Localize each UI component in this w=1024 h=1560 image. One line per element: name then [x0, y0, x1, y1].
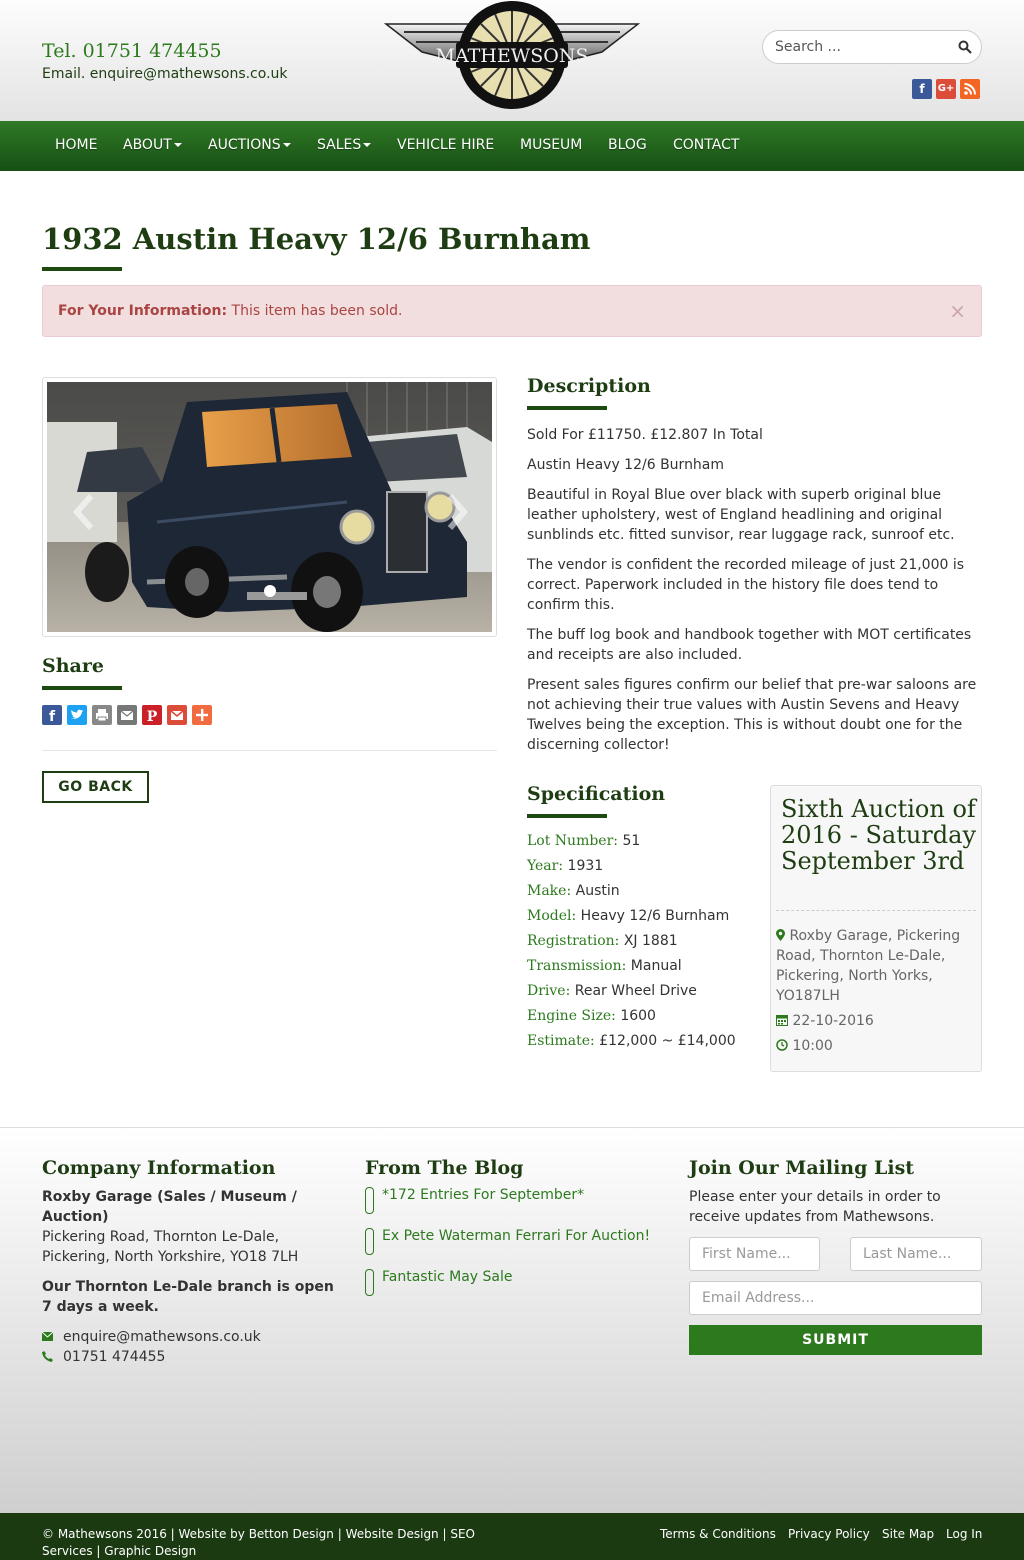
event-location [776, 926, 976, 1006]
blog-post-link[interactable]: Fantastic May Sale [365, 1269, 665, 1295]
event-time-text: 10:00 [792, 1038, 833, 1054]
go-back-button[interactable]: GO BACK [42, 771, 149, 803]
event-location-text: Roxby Garage, Pickering Road, Thornton Le-Dale, Pickering, North Yorks, YO187LH [776, 928, 961, 1004]
spec-value: 1931 [567, 858, 604, 874]
spec-label: Drive: [527, 983, 571, 999]
caret-down-icon [283, 143, 291, 147]
alert-message [58, 303, 402, 319]
footer-link-log-in[interactable]: Log In [946, 1527, 983, 1541]
event-date [776, 1011, 976, 1031]
caret-down-icon [363, 143, 371, 147]
more-icon[interactable] [192, 705, 212, 725]
vehicle-image-carousel[interactable] [42, 377, 497, 637]
nav-item-about[interactable] [123, 137, 182, 153]
carousel-indicator[interactable] [264, 585, 276, 597]
spec-label: Transmission: [527, 958, 627, 974]
main-navigation [0, 121, 1024, 171]
spec-label: Estimate: [527, 1033, 595, 1049]
footer-email-text[interactable]: enquire@mathewsons.co.uk [63, 1329, 261, 1345]
phone-icon [42, 1351, 53, 1362]
spec-value: XJ 1881 [623, 933, 678, 949]
facebook-icon[interactable] [42, 705, 62, 725]
search-box[interactable] [762, 30, 982, 64]
share-heading: Share [42, 655, 104, 677]
nav-item-auctions[interactable] [208, 137, 291, 153]
company-name: Roxby Garage (Sales / Museum / Auction) [42, 1189, 297, 1225]
last-name-field[interactable] [850, 1237, 982, 1271]
nav-item-label: CONTACT [673, 137, 740, 153]
svg-text:MATHEWSONS: MATHEWSONS [435, 45, 589, 67]
caret-down-icon [174, 143, 182, 147]
first-name-field[interactable] [689, 1237, 820, 1271]
close-icon[interactable]: × [949, 299, 966, 323]
spec-label: Year: [527, 858, 564, 874]
event-divider [776, 910, 976, 911]
spec-value: Heavy 12/6 Burnham [580, 908, 730, 924]
print-icon[interactable] [92, 705, 112, 725]
copyright-text[interactable]: © Mathewsons 2016 | Website by Betton Design | Website Design | SEO Services | Graphic Design [42, 1527, 475, 1558]
spec-value: 1600 [620, 1008, 656, 1024]
event-title[interactable]: Sixth Auction of 2016 - Saturday September 3rd [781, 795, 976, 875]
description-paragraph: Sold For £11750. £12.807 In Total [527, 427, 763, 443]
submit-button[interactable]: SUBMIT [689, 1325, 982, 1355]
spec-row [527, 958, 682, 974]
nav-item-label: ABOUT [123, 137, 172, 153]
nav-item-blog[interactable] [608, 137, 647, 153]
twitter-icon[interactable] [67, 705, 87, 725]
mailing-list-text: Please enter your details in order to receive updates from Mathewsons. [689, 1189, 941, 1225]
site-footer [0, 1127, 1024, 1513]
spec-label: Model: [527, 908, 577, 924]
svg-text:P: P [146, 709, 158, 725]
pinterest-icon[interactable] [142, 705, 162, 725]
carousel-next-icon[interactable] [442, 492, 472, 532]
event-time [776, 1036, 976, 1056]
spec-value: Manual [630, 958, 682, 974]
nav-item-label: VEHICLE HIRE [397, 137, 495, 153]
nav-item-home[interactable] [55, 137, 97, 153]
spec-row [527, 833, 640, 849]
spec-row [527, 858, 603, 874]
auction-event-card[interactable] [770, 785, 982, 1072]
mailing-list-heading: Join Our Mailing List [689, 1157, 915, 1179]
description-paragraph: The vendor is confident the recorded mileage of just 21,000 is correct. Paperwork included in the history file does tend to confirm this. [527, 557, 965, 613]
blog-post-link[interactable]: Ex Pete Waterman Ferrari For Auction! [365, 1228, 665, 1254]
company-address: Pickering Road, Thornton Le-Dale, Pickering, North Yorkshire, YO18 7LH [42, 1229, 299, 1265]
email-icon[interactable] [117, 705, 137, 725]
footer-link-terms-conditions[interactable]: Terms & Conditions [660, 1527, 776, 1541]
spec-row [527, 908, 729, 924]
event-date-text: 22-10-2016 [792, 1013, 874, 1029]
mathewsons-logo[interactable] [384, 0, 640, 112]
clock-icon [776, 1039, 788, 1051]
opening-info: Our Thornton Le-Dale branch is open 7 days a week. [42, 1279, 334, 1315]
rss-icon[interactable] [960, 79, 980, 99]
spec-value: Austin [575, 883, 620, 899]
calendar-icon [776, 1014, 788, 1026]
alert-strong: For Your Information: [58, 303, 228, 319]
nav-item-label: SALES [317, 137, 362, 153]
description-paragraph: The buff log book and handbook together with MOT certificates and receipts are also included. [527, 627, 972, 663]
spec-label: Registration: [527, 933, 620, 949]
footer-email[interactable] [42, 1327, 261, 1347]
spec-row [527, 1033, 736, 1049]
header-email[interactable]: Email. enquire@mathewsons.co.uk [42, 66, 288, 82]
blog-post-link[interactable]: *172 Entries For September* [365, 1187, 665, 1213]
company-info-heading: Company Information [42, 1157, 276, 1179]
spec-row [527, 883, 620, 899]
spec-value: £12,000 ~ £14,000 [599, 1033, 736, 1049]
nav-item-vehicle-hire[interactable] [397, 137, 494, 153]
spec-label: Engine Size: [527, 1008, 616, 1024]
nav-item-contact[interactable] [673, 137, 739, 153]
footer-link-privacy-policy[interactable]: Privacy Policy [788, 1527, 870, 1541]
site-header [0, 0, 1024, 121]
description-underline [527, 406, 607, 410]
gmail-icon[interactable] [167, 705, 187, 725]
alert-text: This item has been sold. [227, 303, 403, 319]
nav-item-label: BLOG [608, 137, 647, 153]
description-paragraph: Present sales figures confirm our belief that pre-war saloons are not achieving their true values with Austin Sevens and Heavy Twelves being the exception. This is without doubt one for the discerning collector! [527, 677, 977, 753]
spec-value: Rear Wheel Drive [574, 983, 697, 999]
title-underline [42, 267, 122, 271]
specification-underline [527, 814, 607, 818]
blog-heading: From The Blog [365, 1157, 524, 1179]
nav-item-label: MUSEUM [520, 137, 583, 153]
svg-text:f: f [48, 709, 56, 725]
email-field[interactable] [689, 1281, 982, 1315]
vehicle-photo [47, 382, 492, 632]
nav-item-label: AUCTIONS [208, 137, 281, 153]
spec-value: 51 [622, 833, 641, 849]
spec-row [527, 933, 678, 949]
spec-label: Make: [527, 883, 572, 899]
google-plus-icon[interactable]: G+ [936, 79, 956, 99]
header-telephone[interactable]: Tel. 01751 474455 [42, 40, 222, 62]
footer-phone-text[interactable]: 01751 474455 [63, 1349, 166, 1365]
divider [42, 750, 497, 751]
share-underline [42, 686, 122, 690]
nav-item-sales[interactable] [317, 137, 371, 153]
description-heading: Description [527, 375, 651, 397]
spec-row [527, 1008, 656, 1024]
footer-link-site-map[interactable]: Site Map [882, 1527, 935, 1541]
carousel-prev-icon[interactable] [69, 492, 99, 532]
description-paragraph: Austin Heavy 12/6 Burnham [527, 457, 725, 473]
spec-label: Lot Number: [527, 833, 618, 849]
specification-heading: Specification [527, 783, 666, 805]
page-title: 1932 Austin Heavy 12/6 Burnham [42, 222, 591, 256]
search-input[interactable] [775, 37, 945, 57]
envelope-icon [42, 1332, 53, 1341]
description-paragraph: Beautiful in Royal Blue over black with superb original blue leather upholstery, west of England headlining and original sunblinds etc. fitted sunvisor, rear luggage rack, sunroof etc. [527, 487, 955, 543]
sold-alert [42, 285, 982, 337]
facebook-icon[interactable]: f [912, 79, 932, 99]
nav-item-museum[interactable] [520, 137, 582, 153]
nav-item-label: HOME [55, 137, 98, 153]
search-icon[interactable] [958, 40, 972, 54]
spec-row [527, 983, 697, 999]
bottom-bar [0, 1513, 1024, 1560]
footer-phone[interactable] [42, 1347, 165, 1367]
map-marker-icon [776, 929, 785, 941]
